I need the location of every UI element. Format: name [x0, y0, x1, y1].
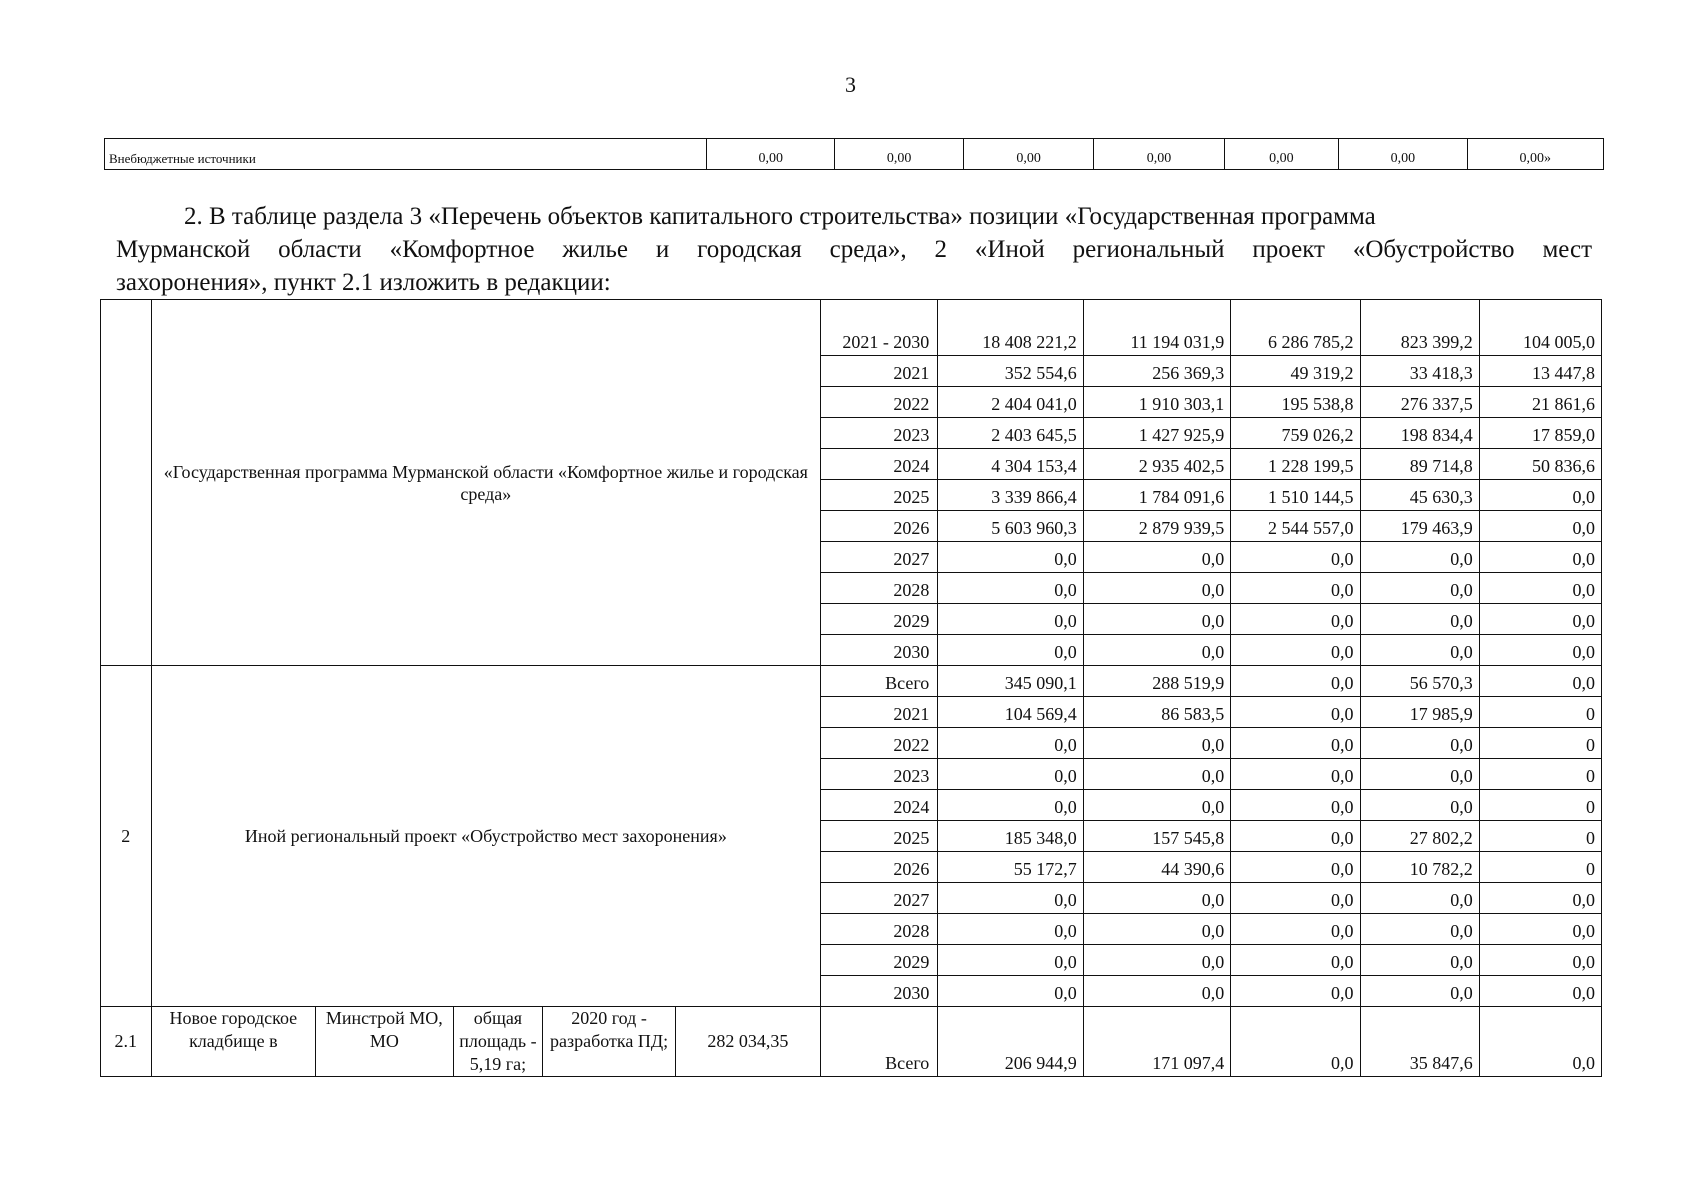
value-cell: 0,0 [1083, 604, 1230, 635]
paragraph-line: Мурманской области «Комфортное жилье и городская среда», 2 «Иной региональный проект «Обустройство мест [116, 236, 1592, 263]
value-cell: 1 510 144,5 [1231, 480, 1360, 511]
value-cell: 35 847,6 [1360, 1007, 1479, 1077]
year-cell: 2029 [821, 604, 938, 635]
value-cell: 0,0 [1360, 759, 1479, 790]
year-cell: 2027 [821, 883, 938, 914]
value-cell: 0,0 [938, 790, 1083, 821]
value-cell: 0 [1479, 790, 1601, 821]
value-cell: 18 408 221,2 [938, 300, 1083, 356]
value-cell: 0,0 [1231, 666, 1360, 697]
value-cell: 33 418,3 [1360, 356, 1479, 387]
value-cell: 0,0 [1360, 914, 1479, 945]
value-cell: 759 026,2 [1231, 418, 1360, 449]
value-cell: 0 [1479, 821, 1601, 852]
value-cell: 1 784 091,6 [1083, 480, 1230, 511]
value-cell: 0,0 [938, 635, 1083, 666]
year-cell: 2023 [821, 759, 938, 790]
value-cell: 0,0 [938, 976, 1083, 1007]
value-cell: 0 [1479, 728, 1601, 759]
value-cell: 0,0 [1083, 542, 1230, 573]
top-row-value: 0,00 [1094, 139, 1224, 170]
year-cell: Всего [821, 1007, 938, 1077]
value-cell: 0,0 [1083, 914, 1230, 945]
value-cell: 0,0 [1231, 697, 1360, 728]
value-cell: 2 403 645,5 [938, 418, 1083, 449]
value-cell: 10 782,2 [1360, 852, 1479, 883]
value-cell: 0,0 [1479, 604, 1601, 635]
value-cell: 0,0 [1231, 573, 1360, 604]
value-cell: 0,0 [1231, 945, 1360, 976]
year-cell: 2030 [821, 976, 938, 1007]
row-index [101, 300, 152, 666]
value-cell: 0,0 [1231, 728, 1360, 759]
value-cell: 0,0 [1479, 883, 1601, 914]
table-row [105, 139, 1604, 170]
value-cell: 55 172,7 [938, 852, 1083, 883]
year-cell: Всего [821, 666, 938, 697]
top-row-value: 0,00 [1224, 139, 1338, 170]
value-cell: 27 802,2 [1360, 821, 1479, 852]
value-cell: 50 836,6 [1479, 449, 1601, 480]
value-cell: 56 570,3 [1360, 666, 1479, 697]
top-row-label: Внебюджетные источники [105, 139, 707, 170]
value-cell: 0,0 [1479, 480, 1601, 511]
value-cell: 0,0 [1083, 790, 1230, 821]
value-cell: 0,0 [1231, 821, 1360, 852]
value-cell: 49 319,2 [1231, 356, 1360, 387]
value-cell: 4 304 153,4 [938, 449, 1083, 480]
value-cell: 0,0 [938, 945, 1083, 976]
value-cell: 0,0 [1360, 790, 1479, 821]
customer-cell: Минстрой МО, МО [316, 1007, 453, 1077]
value-cell: 1 427 925,9 [1083, 418, 1230, 449]
object-name-cell: Новое городское кладбище в [151, 1007, 316, 1077]
value-cell: 0,0 [938, 759, 1083, 790]
value-cell: 0 [1479, 759, 1601, 790]
value-cell: 0,0 [1479, 945, 1601, 976]
value-cell: 0,0 [1360, 573, 1479, 604]
year-cell: 2026 [821, 852, 938, 883]
value-cell: 11 194 031,9 [1083, 300, 1230, 356]
value-cell: 89 714,8 [1360, 449, 1479, 480]
table-row [101, 666, 1602, 697]
value-cell: 0,0 [1083, 945, 1230, 976]
capacity-cell: общая площадь - 5,19 га; [453, 1007, 543, 1077]
row-index: 2 [101, 666, 152, 1007]
value-cell: 823 399,2 [1360, 300, 1479, 356]
value-cell: 0,0 [1360, 883, 1479, 914]
value-cell: 0,0 [1479, 914, 1601, 945]
year-cell: 2026 [821, 511, 938, 542]
value-cell: 185 348,0 [938, 821, 1083, 852]
program-name: «Государственная программа Мурманской области «Комфортное жилье и городская среда» [151, 300, 821, 666]
year-cell: 2024 [821, 449, 938, 480]
top-table [104, 138, 1604, 170]
top-row-value: 0,00 [707, 139, 835, 170]
year-cell: 2024 [821, 790, 938, 821]
year-cell: 2028 [821, 914, 938, 945]
program-name: Иной региональный проект «Обустройство мест захоронения» [151, 666, 821, 1007]
top-row-value: 0,00 [835, 139, 963, 170]
value-cell: 0,0 [1231, 604, 1360, 635]
value-cell: 171 097,4 [1083, 1007, 1230, 1077]
top-row-value: 0,00» [1467, 139, 1603, 170]
value-cell: 0,0 [1083, 883, 1230, 914]
year-cell: 2025 [821, 821, 938, 852]
year-cell: 2029 [821, 945, 938, 976]
value-cell: 0,0 [1479, 573, 1601, 604]
value-cell: 1 228 199,5 [1231, 449, 1360, 480]
value-cell: 0,0 [1479, 542, 1601, 573]
value-cell: 0,0 [1479, 511, 1601, 542]
value-cell: 0,0 [1083, 728, 1230, 759]
value-cell: 2 879 939,5 [1083, 511, 1230, 542]
row-index: 2.1 [101, 1007, 152, 1077]
instruction-paragraph [116, 200, 1592, 299]
value-cell: 1 910 303,1 [1083, 387, 1230, 418]
value-cell: 195 538,8 [1231, 387, 1360, 418]
period-cell: 2020 год - разработка ПД; [543, 1007, 675, 1077]
value-cell: 0,0 [1231, 976, 1360, 1007]
value-cell: 17 859,0 [1479, 418, 1601, 449]
value-cell: 0,0 [1231, 852, 1360, 883]
value-cell: 0 [1479, 852, 1601, 883]
value-cell: 0,0 [1231, 883, 1360, 914]
value-cell: 21 861,6 [1479, 387, 1601, 418]
value-cell: 2 935 402,5 [1083, 449, 1230, 480]
value-cell: 0,0 [1231, 914, 1360, 945]
year-cell: 2021 [821, 356, 938, 387]
value-cell: 0,0 [1479, 635, 1601, 666]
paragraph-line: захоронения», пункт 2.1 изложить в редакции: [116, 269, 611, 296]
top-row-value: 0,00 [963, 139, 1093, 170]
value-cell: 0,0 [1479, 666, 1601, 697]
value-cell: 288 519,9 [1083, 666, 1230, 697]
page-number: 3 [845, 72, 856, 97]
top-row-value: 0,00 [1339, 139, 1467, 170]
year-cell: 2027 [821, 542, 938, 573]
value-cell: 0,0 [1231, 1007, 1360, 1077]
year-cell: 2025 [821, 480, 938, 511]
value-cell: 0,0 [1231, 542, 1360, 573]
value-cell: 276 337,5 [1360, 387, 1479, 418]
value-cell: 352 554,6 [938, 356, 1083, 387]
value-cell: 256 369,3 [1083, 356, 1230, 387]
year-cell: 2021 [821, 697, 938, 728]
value-cell: 0 [1479, 697, 1601, 728]
value-cell: 179 463,9 [1360, 511, 1479, 542]
value-cell: 86 583,5 [1083, 697, 1230, 728]
table-row [101, 300, 1602, 356]
year-cell: 2022 [821, 387, 938, 418]
value-cell: 0,0 [938, 728, 1083, 759]
value-cell: 0,0 [1360, 728, 1479, 759]
value-cell: 0,0 [1083, 976, 1230, 1007]
value-cell: 0,0 [938, 542, 1083, 573]
paragraph-line: 2. В таблице раздела 3 «Перечень объектов капитального строительства» позиции «Государственная программа [184, 203, 1376, 230]
value-cell: 0,0 [1479, 976, 1601, 1007]
value-cell: 0,0 [1083, 573, 1230, 604]
value-cell: 0,0 [938, 914, 1083, 945]
value-cell: 0,0 [1231, 790, 1360, 821]
year-cell: 2030 [821, 635, 938, 666]
value-cell: 0,0 [1231, 759, 1360, 790]
value-cell: 17 985,9 [1360, 697, 1479, 728]
value-cell: 0,0 [938, 883, 1083, 914]
value-cell: 45 630,3 [1360, 480, 1479, 511]
value-cell: 0,0 [938, 573, 1083, 604]
value-cell: 0,0 [1360, 945, 1479, 976]
value-cell: 206 944,9 [938, 1007, 1083, 1077]
value-cell: 0,0 [1360, 635, 1479, 666]
value-cell: 345 090,1 [938, 666, 1083, 697]
value-cell: 0,0 [1360, 976, 1479, 1007]
value-cell: 0,0 [1083, 759, 1230, 790]
value-cell: 6 286 785,2 [1231, 300, 1360, 356]
value-cell: 13 447,8 [1479, 356, 1601, 387]
value-cell: 0,0 [1479, 1007, 1601, 1077]
capital-objects-table [100, 299, 1602, 1077]
value-cell: 0,0 [1083, 635, 1230, 666]
value-cell: 0,0 [1360, 604, 1479, 635]
value-cell: 3 339 866,4 [938, 480, 1083, 511]
value-cell: 0,0 [1360, 542, 1479, 573]
value-cell: 5 603 960,3 [938, 511, 1083, 542]
year-cell: 2022 [821, 728, 938, 759]
value-cell: 104 005,0 [1479, 300, 1601, 356]
cost-cell: 282 034,35 [675, 1007, 820, 1077]
value-cell: 2 544 557,0 [1231, 511, 1360, 542]
year-cell: 2021 - 2030 [821, 300, 938, 356]
year-cell: 2023 [821, 418, 938, 449]
table-row [101, 1007, 1602, 1077]
value-cell: 0,0 [1231, 635, 1360, 666]
value-cell: 198 834,4 [1360, 418, 1479, 449]
value-cell: 104 569,4 [938, 697, 1083, 728]
year-cell: 2028 [821, 573, 938, 604]
value-cell: 2 404 041,0 [938, 387, 1083, 418]
value-cell: 157 545,8 [1083, 821, 1230, 852]
value-cell: 44 390,6 [1083, 852, 1230, 883]
value-cell: 0,0 [938, 604, 1083, 635]
